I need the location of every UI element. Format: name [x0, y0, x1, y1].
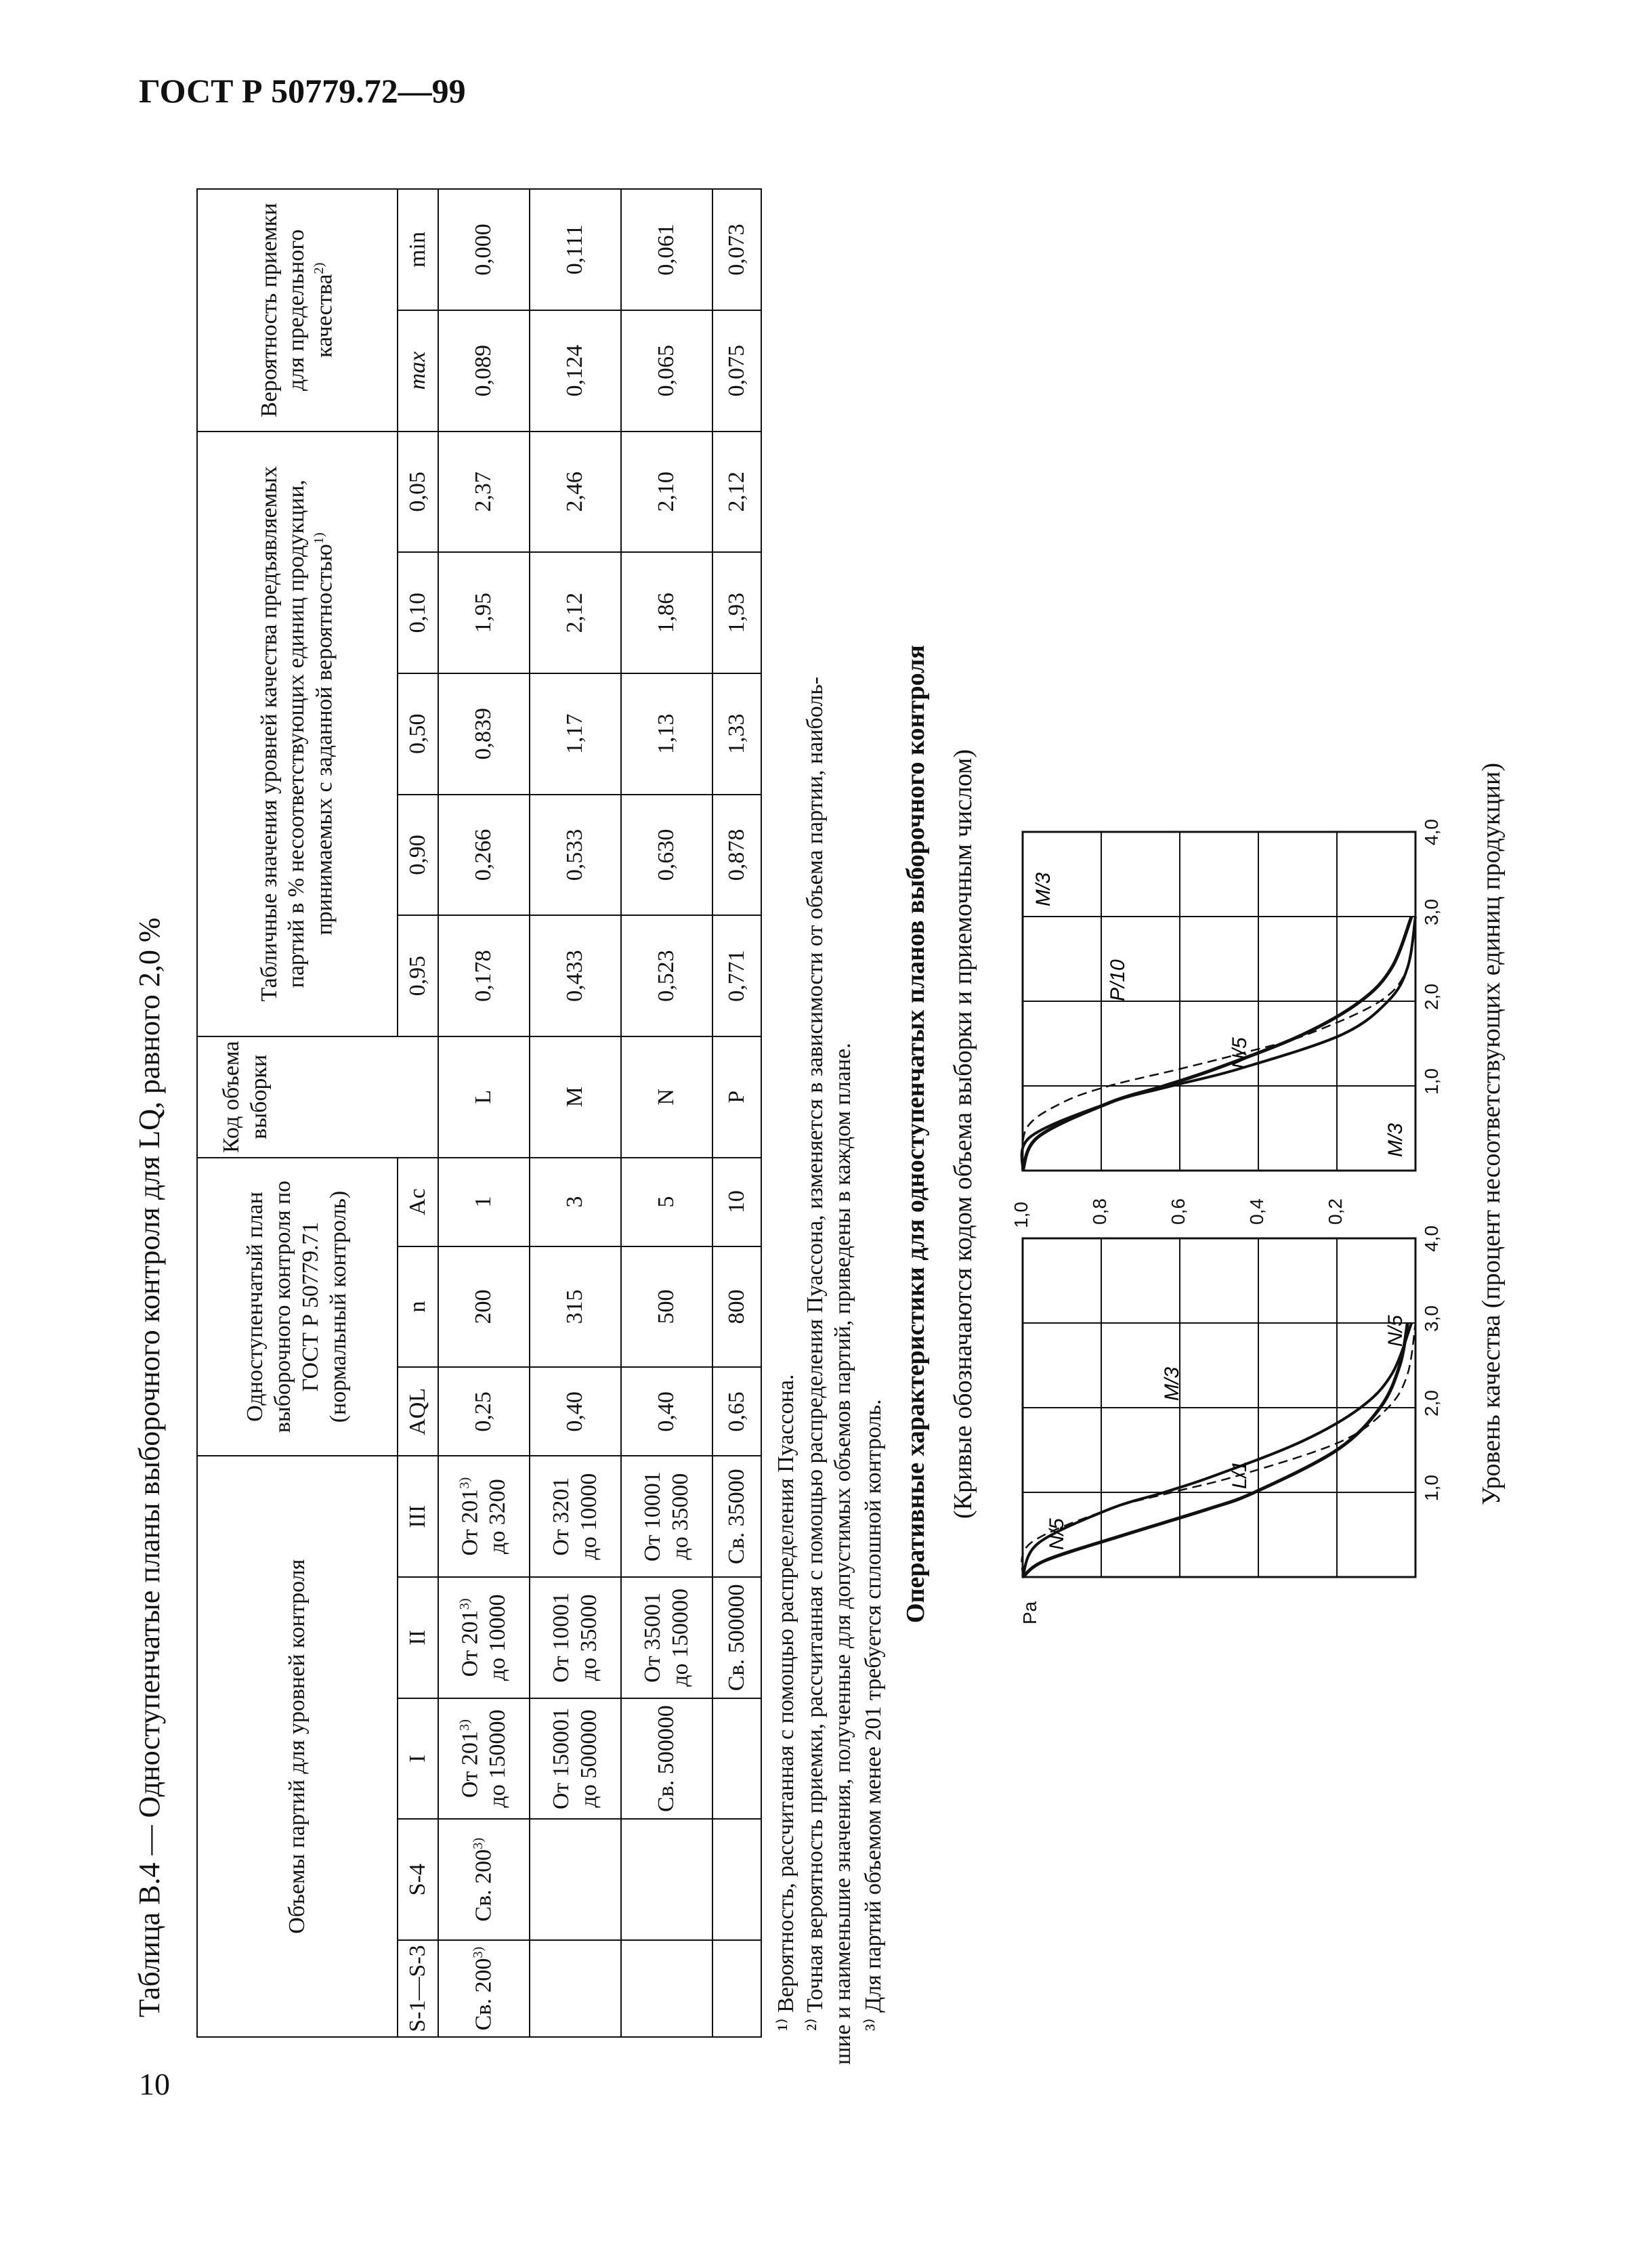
curve-label: M/3 — [1384, 1122, 1407, 1157]
x-tick-right-1: 1,0 — [1421, 1068, 1442, 1095]
cell-ac: 3 — [530, 1158, 621, 1246]
subheader-n: n — [398, 1246, 438, 1368]
x-tick-left-2: 2,0 — [1421, 1390, 1442, 1416]
pa-axis-label: Pa — [1019, 1601, 1040, 1624]
oc-chart-right — [1023, 832, 1415, 1171]
header-sample-code: Код объема выборки — [197, 1036, 438, 1158]
cell-level-3: Св. 35000 — [712, 1456, 761, 1577]
curve-label: N/5 — [1046, 1518, 1068, 1550]
series-line-m-3 — [1023, 1323, 1411, 1577]
footnote-1: ¹⁾ Вероятность, рассчитанная с помощью распределения Пуассона. — [773, 1374, 798, 2031]
cell-aql: 0,25 — [438, 1367, 530, 1456]
cell-max: 0,075 — [712, 310, 761, 432]
cell-p010: 1,93 — [712, 552, 761, 673]
cell-p005: 2,37 — [438, 432, 530, 553]
x-tick-right-3: 3,0 — [1421, 899, 1442, 925]
footnote-2-continued: шие и наименьшие значения, полученные для допустимых объемов партий, приведены в каждом плане. — [830, 1043, 855, 2065]
table-caption: Таблица В.4 — Одноступенчатые планы выборочного контроля для LQ, равного 2,0 % — [133, 917, 166, 2017]
cell-level-1: Св. 500000 — [621, 1698, 712, 1820]
header-lot-sizes: Объемы партий для уровней контроля — [197, 1456, 398, 2037]
cell-p090: 0,630 — [621, 795, 712, 916]
table-row — [530, 189, 621, 2037]
cell-p090: 0,533 — [530, 795, 621, 916]
curve-label: M/3 — [1032, 872, 1054, 906]
cell-code: N — [621, 1036, 712, 1158]
cell-s4: Св. 200$^{3)}$ — [438, 1819, 530, 1940]
cell-p095: 0,523 — [621, 915, 712, 1036]
subheader-max: max — [398, 310, 438, 432]
cell-p010: 1,86 — [621, 552, 712, 673]
cell-level-2: От 10001 до 35000 — [530, 1577, 621, 1698]
cell-level-3: От 10001 до 35000 — [621, 1456, 712, 1577]
cell-n: 315 — [530, 1246, 621, 1368]
subheader-min: min — [398, 189, 438, 310]
x-tick-left-1: 1,0 — [1421, 1475, 1442, 1501]
cell-max: 0,089 — [438, 310, 530, 432]
subheader-ac: Ac — [398, 1158, 438, 1246]
cell-s1-s3 — [712, 1940, 761, 2037]
header-acceptance-probability: Вероятность приемки для предельного качества$^{2)}$ — [197, 189, 398, 432]
cell-n: 200 — [438, 1246, 530, 1368]
y-tick-02: 0,2 — [1325, 1198, 1346, 1225]
cell-p095: 0,771 — [712, 915, 761, 1036]
cell-p050: 0,839 — [438, 673, 530, 795]
cell-s1-s3: Св. 200$^{3)}$ — [438, 1940, 530, 2037]
cell-level-1: От 201$^{3)}$ до 150000 — [438, 1698, 530, 1820]
cell-p050: 1,33 — [712, 673, 761, 795]
series-line-p-10 — [1023, 917, 1415, 1171]
subheader-s4: S-4 — [398, 1819, 438, 1940]
graphs-subtitle: (Кривые обозначаются кодом объема выборки и приемочным числом) — [949, 749, 977, 1519]
x-tick-right-2: 2,0 — [1421, 984, 1442, 1010]
subheader-level-2: II — [398, 1577, 438, 1698]
cell-n: 800 — [712, 1246, 761, 1368]
cell-n: 500 — [621, 1246, 712, 1368]
footnote-3: ³⁾ Для партий объемом менее 201 требуется сплошной контроль. — [861, 1399, 886, 2031]
page-number: 10 — [139, 2067, 170, 2101]
cell-aql: 0,40 — [621, 1367, 712, 1456]
cell-p095: 0,178 — [438, 915, 530, 1036]
x-tick-left-3: 3,0 — [1421, 1305, 1442, 1332]
header-sampling-plan: Одноступенчатый план выборочного контроля по ГОСТ Р 50779.71 (нормальный контроль) — [197, 1158, 398, 1456]
curve-label: P/10 — [1107, 959, 1129, 1001]
subheader-p005: 0,05 — [398, 432, 438, 553]
cell-p010: 1,95 — [438, 552, 530, 673]
oc-chart-left — [1023, 1238, 1415, 1577]
cell-p005: 2,12 — [712, 432, 761, 553]
cell-s1-s3 — [621, 1940, 712, 2037]
cell-code: M — [530, 1036, 621, 1158]
footnote-2: ²⁾ Точная вероятность приемки, рассчитанная с помощью распределения Пуассона, изменяется в зависимости от объема партии, наиболь- — [803, 676, 828, 2031]
cell-p090: 0,266 — [438, 795, 530, 916]
x-tick-right-4: 4,0 — [1421, 819, 1442, 845]
cell-p095: 0,433 — [530, 915, 621, 1036]
y-tick-1: 1,0 — [1010, 1202, 1031, 1228]
cell-level-3: От 3201 до 10000 — [530, 1456, 621, 1577]
series-line-n-5 — [1022, 1323, 1415, 1577]
cell-s1-s3 — [530, 1940, 621, 2037]
sampling-plans-table — [196, 188, 762, 2038]
table-row — [712, 189, 761, 2037]
subheader-aql: AQL — [398, 1367, 438, 1456]
subheader-p010: 0,10 — [398, 552, 438, 673]
cell-max: 0,065 — [621, 310, 712, 432]
cell-min: 0,061 — [621, 189, 712, 310]
cell-s4 — [621, 1819, 712, 1940]
cell-level-3: От 201$^{3)}$ до 3200 — [438, 1456, 530, 1577]
cell-p050: 1,17 — [530, 673, 621, 795]
x-axis-title: Уровень качества (процент несоответствующих единиц продукции) — [1477, 763, 1506, 1506]
cell-p010: 2,12 — [530, 552, 621, 673]
cell-p005: 2,10 — [621, 432, 712, 553]
curve-label: L/1 — [1229, 1461, 1251, 1489]
cell-max: 0,124 — [530, 310, 621, 432]
document-header: ГОСТ Р 50779.72—99 — [139, 72, 466, 110]
y-tick-06: 0,6 — [1168, 1198, 1189, 1225]
cell-ac: 10 — [712, 1158, 761, 1246]
curve-label: N/5 — [1384, 1315, 1407, 1347]
cell-aql: 0,65 — [712, 1367, 761, 1456]
table-row — [438, 189, 530, 2037]
subheader-p090: 0,90 — [398, 795, 438, 916]
cell-min: 0,000 — [438, 189, 530, 310]
subheader-level-1: I — [398, 1698, 438, 1820]
cell-code: L — [438, 1036, 530, 1158]
subheader-s1-s3: S-1—S-3 — [398, 1940, 438, 2037]
y-tick-04: 0,4 — [1246, 1198, 1267, 1225]
cell-level-2: От 35001 до 150000 — [621, 1577, 712, 1698]
cell-code: P — [712, 1036, 761, 1158]
cell-level-1 — [712, 1698, 761, 1820]
table-header-row — [197, 189, 398, 2037]
subheader-level-3: III — [398, 1456, 438, 1577]
graphs-title: Оперативные характеристики для одноступенчатых планов выборочного контроля — [901, 645, 930, 1623]
cell-aql: 0,40 — [530, 1367, 621, 1456]
series-line-m-3 — [1023, 917, 1411, 1171]
y-tick-08: 0,8 — [1089, 1198, 1110, 1225]
cell-s4 — [530, 1819, 621, 1940]
cell-p005: 2,46 — [530, 432, 621, 553]
cell-s4 — [712, 1819, 761, 1940]
subheader-p050: 0,50 — [398, 673, 438, 795]
cell-level-2: От 201$^{3)}$ до 10000 — [438, 1577, 530, 1698]
curve-label: M/3 — [1161, 1366, 1183, 1401]
cell-level-2: Св. 500000 — [712, 1577, 761, 1698]
series-line-n-5 — [1022, 917, 1415, 1171]
cell-ac: 1 — [438, 1158, 530, 1246]
subheader-p095: 0,95 — [398, 915, 438, 1036]
cell-p050: 1,13 — [621, 673, 712, 795]
cell-ac: 5 — [621, 1158, 712, 1246]
cell-min: 0,111 — [530, 189, 621, 310]
series-line-l-1 — [1023, 1323, 1407, 1577]
x-tick-left-4: 4,0 — [1421, 1225, 1442, 1252]
table-row — [621, 189, 712, 2037]
cell-p090: 0,878 — [712, 795, 761, 916]
cell-level-1: От 150001 до 500000 — [530, 1698, 621, 1820]
curve-label: N/5 — [1229, 1037, 1251, 1069]
header-quality-levels: Табличные значения уровней качества предъявляемых партий в % несоответствующих единиц продукции, принимаемых с заданной вероятностью$^{1)}$ — [197, 432, 398, 1036]
cell-min: 0,073 — [712, 189, 761, 310]
